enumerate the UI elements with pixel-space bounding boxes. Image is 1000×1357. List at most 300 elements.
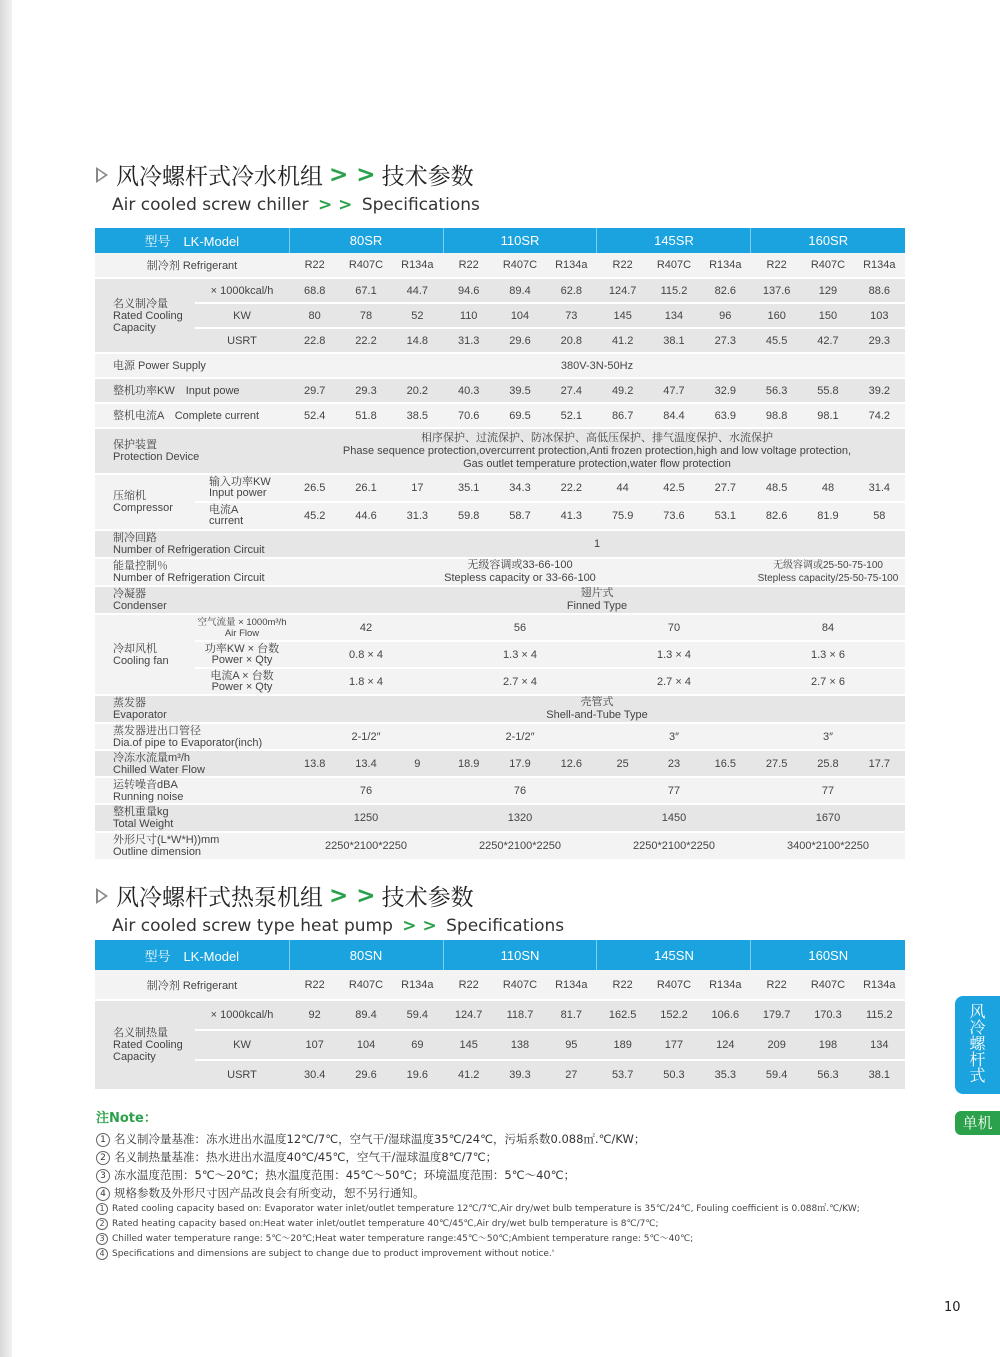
model-name: 110SN <box>443 940 597 970</box>
table-cell: 189 <box>597 1030 648 1060</box>
table-cell: 31.4 <box>854 474 905 502</box>
side-tab-air-cooled-screw[interactable] <box>955 996 1000 1094</box>
table-row <box>95 403 905 428</box>
circuit-label <box>95 530 289 558</box>
model-name: 80SN <box>289 940 443 970</box>
table-cell: 59.4 <box>392 1000 443 1030</box>
table-cell: 73 <box>546 303 597 328</box>
table-cell: 2-1/2″ <box>443 723 597 750</box>
table-cell: 160 <box>751 303 802 328</box>
table-cell: 50.3 <box>648 1060 699 1090</box>
table-cell: 49.2 <box>597 378 648 403</box>
note-item <box>96 1232 916 1247</box>
section1-title-cn <box>96 158 480 191</box>
table-cell: 44.6 <box>340 502 391 530</box>
table-cell: 134 <box>648 303 699 328</box>
double-arrow-icon: > > <box>329 882 376 909</box>
section1-heading <box>96 158 480 215</box>
table-cell: 110 <box>443 303 494 328</box>
note-text-en: Rated cooling capacity based on: Evaporator water inlet/outlet temperature 12℃/7℃,Air dry/wet bulb temperature is 35℃/24℃, Fouling coefficient is 0.088㎡.℃/KW; <box>112 1204 860 1214</box>
table-cell: 29.3 <box>854 328 905 353</box>
table-cell: 70 <box>597 614 751 641</box>
table-cell: 23 <box>648 750 699 777</box>
label-en: Number of Refrigeration Circuit <box>113 544 265 556</box>
compressor-current-label <box>195 502 289 530</box>
table-cell: 34.3 <box>494 474 545 502</box>
capacity-control-value <box>751 558 905 586</box>
table-cell: 68.8 <box>289 278 340 303</box>
table-cell: 162.5 <box>597 1000 648 1030</box>
value-en: Finned Type <box>566 600 628 612</box>
side-tab-label: 风冷螺杆式 <box>969 1002 986 1085</box>
table-cell: 41.2 <box>443 1060 494 1090</box>
table-cell: R134a <box>700 253 751 278</box>
label-en: Power × Qty <box>211 653 273 666</box>
model-name: 145SR <box>597 228 751 253</box>
table-cell: 22.2 <box>340 328 391 353</box>
table-cell: 1670 <box>751 804 905 832</box>
table-cell: 17 <box>392 474 443 502</box>
circled-number: 2 <box>96 1151 110 1165</box>
label-cn: 能量控制％ <box>113 560 168 572</box>
value-cn: 无级容调或25-50-75-100 <box>772 560 883 571</box>
label-en: Dia.of pipe to Evaporator(inch) <box>113 736 263 749</box>
note-item <box>96 1184 916 1202</box>
compressor-label <box>95 474 195 530</box>
label-cn: 名义制冷量 <box>113 297 168 310</box>
table-cell: 82.6 <box>700 278 751 303</box>
table-cell: 52 <box>392 303 443 328</box>
table-cell: 70.6 <box>443 403 494 428</box>
table-cell: 18.9 <box>443 750 494 777</box>
table-cell: R407C <box>340 253 391 278</box>
unit-label: USRT <box>195 1060 289 1090</box>
table-cell: R22 <box>443 253 494 278</box>
table-cell: 52.1 <box>546 403 597 428</box>
power-supply-value: 380V-3N-50Hz <box>289 353 905 378</box>
note-text-cn: 规格参数及外形尺寸因产品改良会有所变动，恕不另行通知。 <box>114 1186 425 1200</box>
model-label: 型号 LK-Model <box>95 228 289 253</box>
note-text-en: Chilled water temperature range: 5℃～20℃;Heat water temperature range:45℃～50℃;Ambient temperature range: 5℃～40℃; <box>112 1234 694 1244</box>
table-cell: 26.1 <box>340 474 391 502</box>
table-cell: 2250*2100*2250 <box>597 832 751 860</box>
table-cell: 89.4 <box>494 278 545 303</box>
label-en: current <box>209 515 244 527</box>
table-cell: 62.8 <box>546 278 597 303</box>
outline-dimension-label <box>95 832 289 860</box>
label-en: Chilled Water Flow <box>113 763 205 776</box>
table-cell: 20.8 <box>546 328 597 353</box>
value-en: Shell-and-Tube Type <box>546 709 648 721</box>
table-cell: R22 <box>597 970 648 1000</box>
protection-label <box>95 428 289 474</box>
table-cell: 45.5 <box>751 328 802 353</box>
table-row <box>95 428 905 474</box>
table-cell: R407C <box>340 970 391 1000</box>
section2-title-en-suffix: Specifications <box>446 916 565 936</box>
table-row <box>95 253 905 278</box>
label-en: Compressor <box>113 502 173 514</box>
notes-title: 注Note： <box>96 1111 157 1126</box>
note-text-cn: 冻水温度范围：5℃～20℃；热水温度范围：45℃～50℃；环境温度范围：5℃～40℃； <box>114 1168 576 1182</box>
heating-capacity-label <box>95 1000 195 1090</box>
table-cell: 17.7 <box>854 750 905 777</box>
table-cell: 25 <box>597 750 648 777</box>
label-en: Rated Cooling <box>113 1039 183 1051</box>
refrigerant-label: 制冷剂 Refrigerant <box>95 970 289 1000</box>
table-cell: 44 <box>597 474 648 502</box>
table-cell: 103 <box>854 303 905 328</box>
table-cell: 42.5 <box>648 474 699 502</box>
section2-title-text: 风冷螺杆式热泵机组 <box>116 885 323 911</box>
table-cell: 42 <box>289 614 443 641</box>
evaporator-label <box>95 695 289 723</box>
table-cell: 69.5 <box>494 403 545 428</box>
table-cell: 92 <box>289 1000 340 1030</box>
section2-title-en <box>112 916 564 936</box>
value-cn: 壳管式 <box>580 696 614 708</box>
table-cell: 84.4 <box>648 403 699 428</box>
table-cell: 118.7 <box>494 1000 545 1030</box>
table-cell: 104 <box>494 303 545 328</box>
table-cell: 48.5 <box>751 474 802 502</box>
notes-list <box>96 1130 916 1262</box>
table-cell: 2-1/2″ <box>289 723 443 750</box>
table-cell: R22 <box>289 970 340 1000</box>
table-cell: R134a <box>546 970 597 1000</box>
table-cell: 134 <box>854 1030 905 1060</box>
table-cell: 39.2 <box>854 378 905 403</box>
note-item <box>96 1202 916 1217</box>
table-cell: 39.5 <box>494 378 545 403</box>
table-cell: 69 <box>392 1030 443 1060</box>
table-cell: 2250*2100*2250 <box>289 832 443 860</box>
table-cell: 59.8 <box>443 502 494 530</box>
table-cell: 88.6 <box>854 278 905 303</box>
table-cell: R134a <box>392 970 443 1000</box>
side-tab-single-unit[interactable] <box>955 1111 1000 1135</box>
condenser-value <box>289 586 905 614</box>
table-cell: 47.7 <box>648 378 699 403</box>
label-cn: 外形尺寸(L*W*H))mm <box>113 834 220 846</box>
table-cell: 170.3 <box>802 1000 853 1030</box>
label-cn: 电流A × 台数 <box>210 669 274 682</box>
table-cell: 29.6 <box>340 1060 391 1090</box>
table-cell: 41.3 <box>546 502 597 530</box>
table-row <box>95 502 905 530</box>
table-cell: 63.9 <box>700 403 751 428</box>
section1-title-suffix: 技术参数 <box>381 164 474 190</box>
table-cell: 145 <box>443 1030 494 1060</box>
double-arrow-icon: > > <box>329 161 376 188</box>
label-cn: 蒸发器 <box>113 697 146 709</box>
table-cell: 14.8 <box>392 328 443 353</box>
label-cn: 冷凝器 <box>113 588 146 600</box>
double-arrow-icon: > > <box>402 916 437 936</box>
label-cn: 冷却风机 <box>113 642 157 655</box>
model-name: 160SR <box>751 228 905 253</box>
page-edge-shadow <box>0 0 12 1357</box>
table-cell: 3″ <box>751 723 905 750</box>
table-header-row <box>95 228 905 253</box>
table-cell: R134a <box>700 970 751 1000</box>
table-cell: R22 <box>751 970 802 1000</box>
table-cell: 2.7 × 6 <box>751 668 905 695</box>
table-cell: 95 <box>546 1030 597 1060</box>
cooling-fan-label <box>95 614 195 695</box>
label-cn: 空气流量 × 1000m³/h <box>197 616 287 628</box>
complete-current-label: 整机电流A Complete current <box>95 403 289 428</box>
model-name: 110SR <box>443 228 597 253</box>
label-en: Capacity <box>113 1051 156 1063</box>
table-cell: 74.2 <box>854 403 905 428</box>
label-en: Air Flow <box>224 627 260 639</box>
table-cell: 94.6 <box>443 278 494 303</box>
table-cell: 35.3 <box>700 1060 751 1090</box>
table-cell: 58 <box>854 502 905 530</box>
table-row <box>95 1030 905 1060</box>
protection-value <box>289 428 905 474</box>
table-row <box>95 378 905 403</box>
table-row <box>95 695 905 723</box>
table-cell: 81.7 <box>546 1000 597 1030</box>
table-cell: 2.7 × 4 <box>597 668 751 695</box>
model-label: 型号 LK-Model <box>95 940 289 970</box>
table-cell: 29.3 <box>340 378 391 403</box>
label-en: Protection Device <box>113 451 200 463</box>
table-cell: 39.3 <box>494 1060 545 1090</box>
table-cell: 177 <box>648 1030 699 1060</box>
table-cell: 96 <box>700 303 751 328</box>
note-item <box>96 1148 916 1166</box>
table-cell: 16.5 <box>700 750 751 777</box>
table-cell: 104 <box>340 1030 391 1060</box>
table-row <box>95 558 905 586</box>
table-cell: 115.2 <box>854 1000 905 1030</box>
table-cell: 29.7 <box>289 378 340 403</box>
label-en: Running noise <box>113 790 184 803</box>
label-cn: 整机重量kg <box>113 806 169 818</box>
label-cn: 运转噪音dBA <box>113 778 178 791</box>
fan-current-label <box>195 668 289 695</box>
table-cell: 32.9 <box>700 378 751 403</box>
table-row <box>95 777 905 804</box>
table-cell: 152.2 <box>648 1000 699 1030</box>
protection-text-cn: 相序保护、过流保护、防冰保护、高低压保护、排气温度保护、水流保护 <box>421 431 773 444</box>
table-cell: 56 <box>443 614 597 641</box>
circled-number: 2 <box>96 1218 108 1230</box>
table-cell: 198 <box>802 1030 853 1060</box>
section2-title-suffix: 技术参数 <box>381 885 474 911</box>
table-cell: 27.7 <box>700 474 751 502</box>
table-cell: R22 <box>289 253 340 278</box>
table-cell: 84 <box>751 614 905 641</box>
table-row <box>95 668 905 695</box>
table-row <box>95 723 905 750</box>
label-en: Capacity <box>113 321 156 334</box>
table-cell: 138 <box>494 1030 545 1060</box>
table-cell: 22.2 <box>546 474 597 502</box>
table-cell: R407C <box>648 970 699 1000</box>
table-cell: 124.7 <box>597 278 648 303</box>
table-row <box>95 832 905 860</box>
table-cell: 22.8 <box>289 328 340 353</box>
label-cn: 保护装置 <box>113 439 157 451</box>
note-text-cn: 名义制热量基准：热水进出水温度40℃/45℃，空气干/湿球温度8℃/7℃； <box>114 1150 498 1164</box>
table-cell: 145 <box>597 303 648 328</box>
circled-number: 4 <box>96 1248 108 1260</box>
heat-pump-spec-table <box>95 940 905 1091</box>
table-cell: R134a <box>854 970 905 1000</box>
table-cell: R22 <box>443 970 494 1000</box>
triangle-icon <box>96 888 108 904</box>
label-cn: 输入功率KW <box>209 476 271 488</box>
value-cn: 无级容调或33-66-100 <box>467 559 573 571</box>
table-cell: 38.5 <box>392 403 443 428</box>
total-weight-label <box>95 804 289 832</box>
section2-title-en-text: Air cooled screw type heat pump <box>112 916 393 936</box>
label-en: Cooling fan <box>113 654 169 667</box>
table-cell: 48 <box>802 474 853 502</box>
section1-title-text: 风冷螺杆式冷水机组 <box>116 164 323 190</box>
power-supply-label: 电源 Power Supply <box>95 353 289 378</box>
table-cell: R407C <box>648 253 699 278</box>
table-cell: 80 <box>289 303 340 328</box>
unit-label: KW <box>195 1030 289 1060</box>
label-en: Condenser <box>113 600 167 612</box>
table-cell: 124.7 <box>443 1000 494 1030</box>
unit-label: KW <box>195 303 289 328</box>
note-text-en: Specifications and dimensions are subject to change due to product improvement without notice.' <box>112 1249 555 1259</box>
section1-title-en <box>112 195 480 215</box>
table-cell: 42.7 <box>802 328 853 353</box>
table-row <box>95 1060 905 1090</box>
table-cell: 20.2 <box>392 378 443 403</box>
label-en: Input power <box>209 487 267 499</box>
note-item <box>96 1217 916 1232</box>
table-cell: 98.8 <box>751 403 802 428</box>
label-en: Evaporator <box>113 709 167 721</box>
double-arrow-icon: > > <box>318 195 353 215</box>
note-text-cn: 名义制冷量基准：冻水进出水温度12℃/7℃，空气干/湿球温度35℃/24℃，污垢系数0.088㎡.℃/KW； <box>114 1132 646 1146</box>
table-cell: 13.4 <box>340 750 391 777</box>
table-cell: 38.1 <box>648 328 699 353</box>
table-cell: 27 <box>546 1060 597 1090</box>
table-cell: 30.4 <box>289 1060 340 1090</box>
table-cell: 76 <box>443 777 597 804</box>
table-cell: 150 <box>802 303 853 328</box>
table-cell: 38.1 <box>854 1060 905 1090</box>
table-cell: 1.3 × 6 <box>751 641 905 668</box>
table-cell: 31.3 <box>443 328 494 353</box>
compressor-input-label <box>195 474 289 502</box>
table-cell: 19.6 <box>392 1060 443 1090</box>
table-cell: 44.7 <box>392 278 443 303</box>
section2-title-cn <box>96 879 564 912</box>
table-cell: R134a <box>546 253 597 278</box>
running-noise-label <box>95 777 289 804</box>
table-cell: 78 <box>340 303 391 328</box>
table-cell: R22 <box>751 253 802 278</box>
value-cn: 翅片式 <box>580 587 614 599</box>
table-cell: 17.9 <box>494 750 545 777</box>
table-cell: 89.4 <box>340 1000 391 1030</box>
table-cell: 56.3 <box>802 1060 853 1090</box>
table-cell: 53.7 <box>597 1060 648 1090</box>
table-row <box>95 804 905 832</box>
table-cell: R22 <box>597 253 648 278</box>
table-cell: 27.5 <box>751 750 802 777</box>
model-name: 160SN <box>751 940 905 970</box>
label-cn: 功率KW × 台数 <box>204 642 280 655</box>
label-cn: 压缩机 <box>113 490 146 502</box>
table-cell: 77 <box>751 777 905 804</box>
table-cell: 67.1 <box>340 278 391 303</box>
table-cell: R407C <box>494 970 545 1000</box>
circled-number: 4 <box>96 1187 110 1201</box>
table-header-row <box>95 940 905 970</box>
circled-number: 3 <box>96 1169 110 1183</box>
table-row <box>95 1000 905 1030</box>
circuit-value: 1 <box>289 530 905 558</box>
page-number: 10 <box>944 1300 961 1315</box>
section1-title-en-text: Air cooled screw chiller <box>112 195 309 215</box>
table-cell: 137.6 <box>751 278 802 303</box>
section2-heading <box>96 879 564 936</box>
table-cell: R407C <box>802 970 853 1000</box>
table-cell: 129 <box>802 278 853 303</box>
table-cell: 1.8 × 4 <box>289 668 443 695</box>
table-cell: 1250 <box>289 804 443 832</box>
table-cell: 53.1 <box>700 502 751 530</box>
table-cell: 3″ <box>597 723 751 750</box>
air-flow-label <box>195 614 289 641</box>
table-cell: 55.8 <box>802 378 853 403</box>
label-en: Rated Cooling <box>113 309 183 322</box>
table-cell: 124 <box>700 1030 751 1060</box>
protection-text-en2: Gas outlet temperature protection,water flow protection <box>463 457 731 470</box>
table-row <box>95 586 905 614</box>
table-row <box>95 530 905 558</box>
table-row <box>95 641 905 668</box>
circled-number: 1 <box>96 1203 108 1215</box>
note-text-en: Rated heating capacity based on:Heat water inlet/outlet temperature 40℃/45℃,Air dry/wet bulb temperature is 8℃/7℃; <box>112 1219 659 1229</box>
label-en: Power × Qty <box>211 680 273 693</box>
label-en: Total Weight <box>113 818 174 830</box>
table-row <box>95 303 905 328</box>
label-cn: 名义制热量 <box>113 1027 168 1039</box>
model-name: 80SR <box>289 228 443 253</box>
table-row <box>95 970 905 1000</box>
evaporator-value <box>289 695 905 723</box>
table-cell: 27.4 <box>546 378 597 403</box>
table-row <box>95 353 905 378</box>
table-cell: R134a <box>854 253 905 278</box>
table-cell: 27.3 <box>700 328 751 353</box>
table-cell: 107 <box>289 1030 340 1060</box>
table-cell: 58.7 <box>494 502 545 530</box>
note-item <box>96 1130 916 1148</box>
unit-label: USRT <box>195 328 289 353</box>
section1-title-en-suffix: Specifications <box>361 195 480 215</box>
table-cell: 41.2 <box>597 328 648 353</box>
table-cell: 209 <box>751 1030 802 1060</box>
label-cn: 蒸发器进出口管径 <box>113 724 201 737</box>
table-cell: 26.5 <box>289 474 340 502</box>
label-cn: 冷冻水流量m³/h <box>113 751 190 764</box>
table-cell: 1.3 × 4 <box>443 641 597 668</box>
table-cell: 25.8 <box>802 750 853 777</box>
